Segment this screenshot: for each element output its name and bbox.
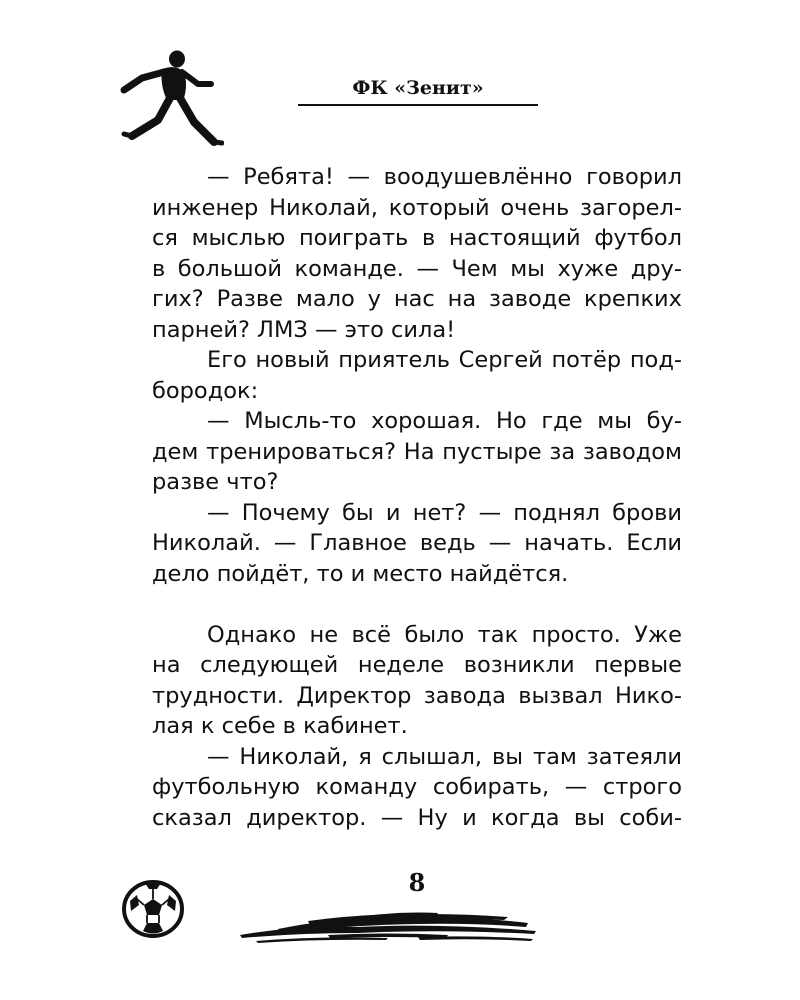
text-line: дем тренироваться? На пустыре за заводом xyxy=(152,438,682,465)
text-line: инженер Николай, который очень загорел- xyxy=(152,194,682,221)
body-text xyxy=(152,162,682,833)
text-line: — Мысль-то хорошая. Но где мы бу- xyxy=(207,408,682,434)
text-line: Николай. — Главное ведь — начать. Если xyxy=(152,530,682,556)
text-line: Однако не всё было так просто. Уже xyxy=(207,621,682,648)
brush-stroke-decoration xyxy=(238,905,538,945)
page-number: 8 xyxy=(408,868,426,897)
text-line: трудности. Директор завода вызвал Нико- xyxy=(152,682,682,709)
running-title: ФК «Зенит» xyxy=(352,77,484,99)
football-player-silhouette-icon xyxy=(118,50,224,154)
soccer-ball-icon xyxy=(121,879,185,939)
text-line: — Почему бы и нет? — поднял брови xyxy=(207,499,682,526)
text-line: сказал директор. — Ну и когда вы соби- xyxy=(152,804,682,831)
title-rule xyxy=(298,104,538,106)
text-line: ся мыслью поиграть в настоящий футбол xyxy=(152,225,682,251)
text-line: футбольную команду собирать, — строго xyxy=(152,774,682,800)
text-line: — Николай, я слышал, вы там затеяли xyxy=(207,743,682,770)
text-line: разве что? xyxy=(152,469,279,495)
text-line: дело пойдёт, то и место найдётся. xyxy=(152,560,569,587)
text-line: лая к себе в кабинет. xyxy=(152,713,408,739)
text-line: на следующей неделе возникли первые xyxy=(152,652,682,678)
text-line: гих? Разве мало у нас на заводе крепких xyxy=(152,286,682,312)
text-line: бородок: xyxy=(152,377,259,404)
text-line: в большой команде. — Чем мы хуже дру- xyxy=(152,255,682,282)
text-line: парней? ЛМЗ — это сила! xyxy=(152,316,456,343)
paragraph-gap xyxy=(152,589,682,620)
text-line: Его новый приятель Сергей потёр под- xyxy=(207,347,682,373)
text-line: — Ребята! — воодушевлённо говорил xyxy=(207,164,682,190)
